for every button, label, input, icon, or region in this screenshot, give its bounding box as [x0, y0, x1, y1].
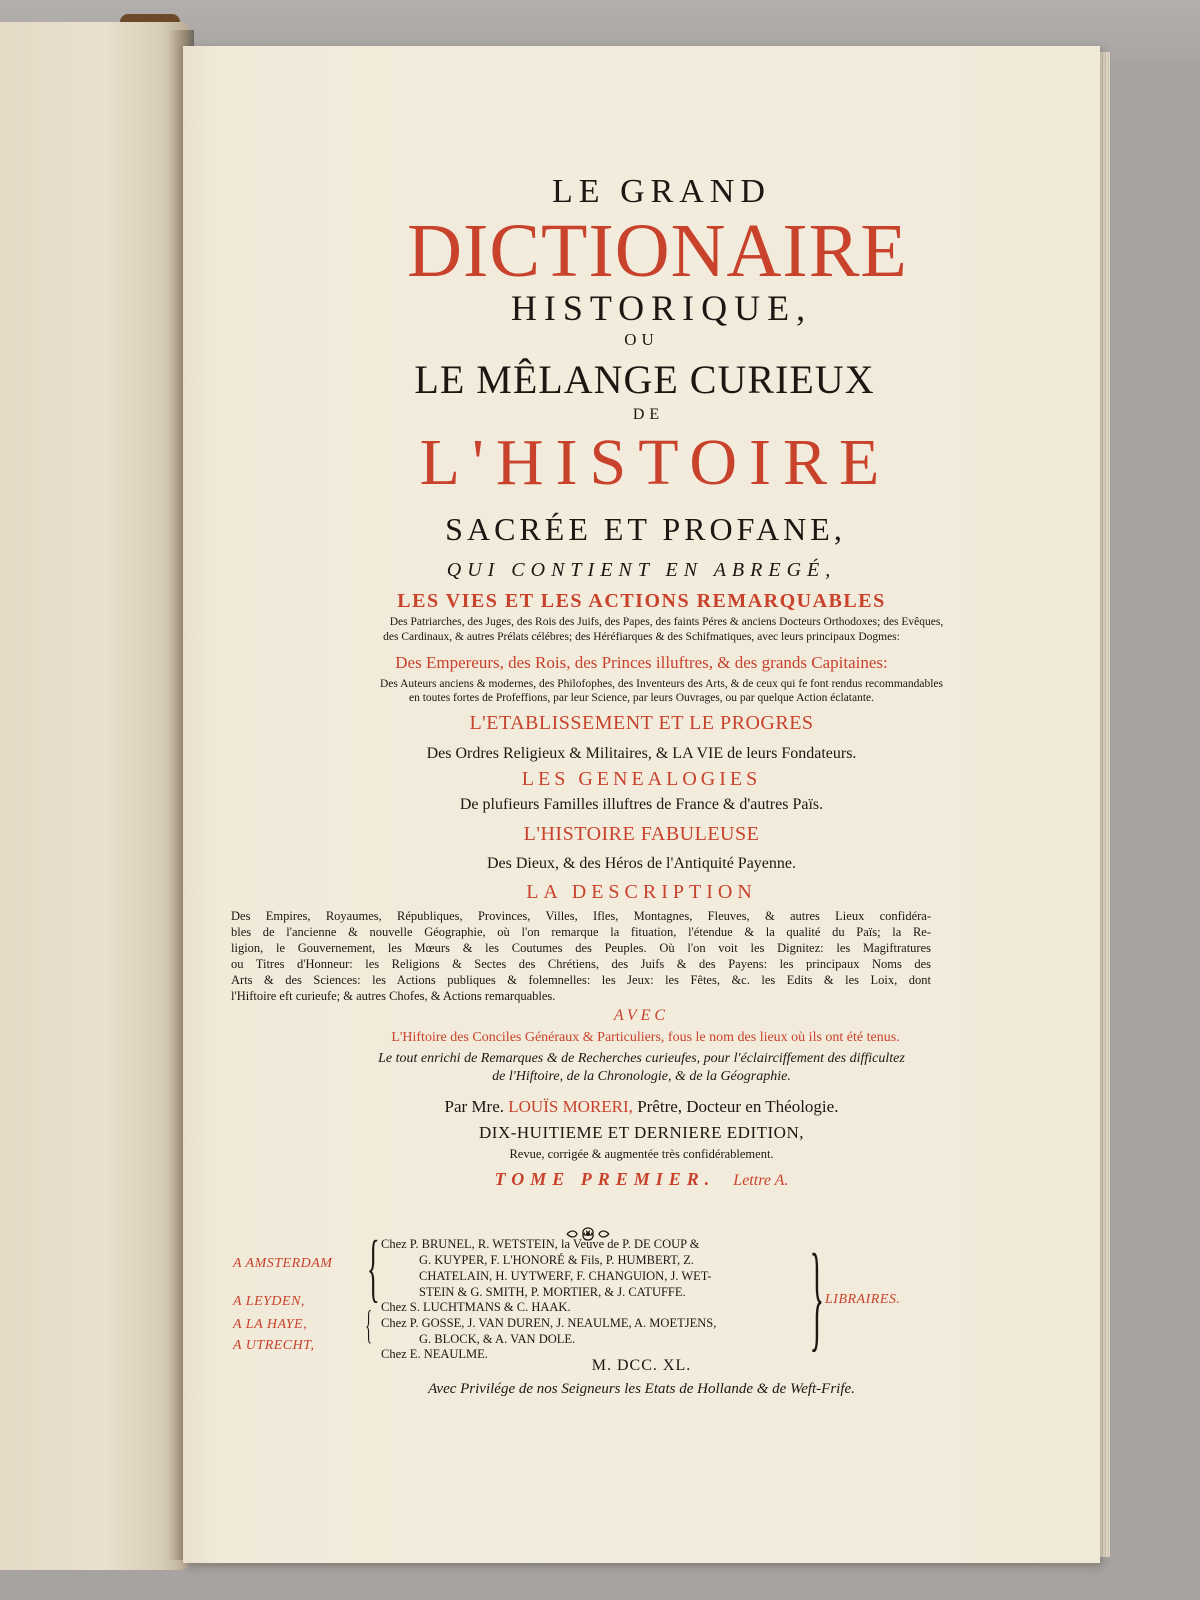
- heading-genealogies: LES GENEALOGIES: [521, 768, 762, 790]
- line-enrichi-1: Le tout enrichi de Remarques & de Recherches curieufes, pour l'éclairciffement des difficultez: [378, 1051, 905, 1066]
- line-de: DE: [632, 406, 665, 423]
- author-suffix: Prêtre, Docteur en Théologie.: [637, 1097, 839, 1116]
- text-fabuleuse: Des Dieux, & des Héros de l'Antiquité Payenne.: [486, 855, 797, 872]
- line-ou: OU: [624, 330, 659, 349]
- line-privilege: Avec Privilége de nos Seigneurs les Etats de Hollande & de Weft-Frife.: [428, 1381, 855, 1397]
- line-le-grand: LE GRAND: [552, 173, 771, 210]
- author-name: LOUÏS MORERI,: [508, 1097, 633, 1116]
- line-conciles: L'Hiftoire des Conciles Généraux & Particuliers, fous le nom des lieux où ils ont été tenus.: [391, 1030, 900, 1045]
- line-year: M. DCC. XL.: [591, 1357, 692, 1374]
- line-avec: AVEC: [613, 1007, 670, 1024]
- city-amsterdam: A AMSTERDAM: [233, 1256, 333, 1271]
- line-sacree: SACRÉE ET PROFANE,: [445, 511, 846, 547]
- city-utrecht: A UTRECHT,: [233, 1338, 315, 1353]
- heading-etablissement: L'ETABLISSEMENT ET LE PROGRES: [469, 712, 814, 734]
- lettre-label: Lettre A.: [733, 1172, 789, 1189]
- city-la-haye: A LA HAYE,: [233, 1317, 308, 1332]
- line-tome: [183, 1170, 1100, 1189]
- imprint-line-1: Chez P. BRUNEL, R. WETSTEIN, la Veuve de P. DE COUP &: [381, 1237, 700, 1251]
- text-description-3: ligion, le Gouvernement, les Mœurs & les Coutumes des Peuples. Où l'on voit les Dignitez: les Magiftratures: [231, 941, 931, 955]
- text-description-2: bles de l'ancienne & nouvelle Géographie, où l'on remarque la fituation, l'étendue & la qualité du Païs; la Re-: [231, 925, 931, 939]
- text-vies-1: Des Patriarches, des Juges, des Rois des Juifs, des Papes, des faints Péres & anciens Docteurs Orthodoxes; des Evêques,: [389, 616, 944, 628]
- tome-label: TOME PREMIER.: [494, 1169, 716, 1189]
- imprint-line-4: STEIN & G. SMITH, P. MORTIER, & J. CATUFFE.: [419, 1285, 686, 1299]
- left-page: [0, 22, 190, 1570]
- heading-empereurs: Des Empereurs, des Rois, des Princes illuftres, & des grands Capitaines:: [395, 653, 888, 672]
- text-genealogies: De plufieurs Familles illuftres de France & d'autres Païs.: [459, 796, 824, 813]
- brace-right: }: [809, 1229, 825, 1362]
- line-melange: LE MÊLANGE CURIEUX: [414, 357, 875, 402]
- line-author: [183, 1098, 1100, 1115]
- heading-fabuleuse: L'HISTOIRE FABULEUSE: [523, 823, 760, 845]
- heading-vies: LES VIES ET LES ACTIONS REMARQUABLES: [397, 590, 886, 612]
- line-historique: HISTORIQUE,: [510, 288, 813, 328]
- text-description-4: ou Titres d'Honneur: les Religions & Sectes des Chrétiens, des Juifs & des Payens: les principaux Noms des: [231, 957, 931, 971]
- line-histoire: L'HISTOIRE: [419, 426, 892, 499]
- imprint-line-6: Chez P. GOSSE, J. VAN DUREN, J. NEAULME, A. MOETJENS,: [381, 1316, 717, 1330]
- text-etablissement: Des Ordres Religieux & Militaires, & LA VIE de leurs Fondateurs.: [426, 745, 857, 762]
- text-description-1: Des Empires, Royaumes, Républiques, Provinces, Villes, Ifles, Montagnes, Fleuves, & autres Lieux confidéra-: [231, 909, 931, 923]
- imprint-line-7: G. BLOCK, & A. VAN DOLE.: [419, 1332, 576, 1346]
- line-revue: Revue, corrigée & augmentée très confidérablement.: [509, 1147, 774, 1161]
- text-empereurs-1: Des Auteurs anciens & modernes, des Philofophes, des Inventeurs des Arts, & de ceux qui fe font rendus recommandables: [379, 678, 944, 690]
- brace-left-amsterdam: {: [366, 1226, 380, 1310]
- line-qui-contient: QUI CONTIENT EN ABREGÉ,: [446, 559, 837, 581]
- text-description-5: Arts & des Sciences: les Actions publiques & folemnelles: les Jeux: les Fêtes, &c. les Edits & les Loix, dont: [231, 973, 931, 987]
- text-vies-2: des Cardinaux, & autres Prélats célébres; des Héréfiarques & des Schifmatiques, avec leurs principaux Dogmes:: [383, 631, 900, 643]
- imprint-line-5: Chez S. LUCHTMANS & C. HAAK.: [381, 1300, 571, 1314]
- line-dictionaire: DICTIONAIRE: [407, 209, 908, 293]
- imprint-line-3: CHATELAIN, H. UYTWERF, F. CHANGUION, J. WET-: [419, 1269, 712, 1283]
- line-edition: DIX-HUITIEME ET DERNIERE EDITION,: [479, 1123, 804, 1142]
- title-page: [183, 0, 1100, 1600]
- text-description-6: l'Hiftoire eft curieufe; & autres Chofes, & Actions remarquables.: [231, 989, 556, 1003]
- text-empereurs-2: en toutes fortes de Profeffions, par leur Science, par leurs Ouvrages, ou par quelque Action éclatante.: [408, 692, 875, 704]
- brace-left-haye: {: [365, 1302, 372, 1347]
- imprint-line-2: G. KUYPER, F. L'HONORÉ & Fils, P. HUMBERT, Z.: [419, 1253, 694, 1267]
- city-leyden: A LEYDEN,: [233, 1294, 305, 1309]
- author-prefix: Par Mre.: [444, 1097, 505, 1116]
- libraires-label: LIBRAIRES.: [825, 1292, 901, 1307]
- line-enrichi-2: de l'Hiftoire, de la Chronologie, & de la Géographie.: [492, 1069, 791, 1084]
- heading-description: LA DESCRIPTION: [526, 881, 757, 903]
- imprint-line-8: Chez E. NEAULME.: [381, 1347, 488, 1361]
- page-edges: [1100, 52, 1110, 1557]
